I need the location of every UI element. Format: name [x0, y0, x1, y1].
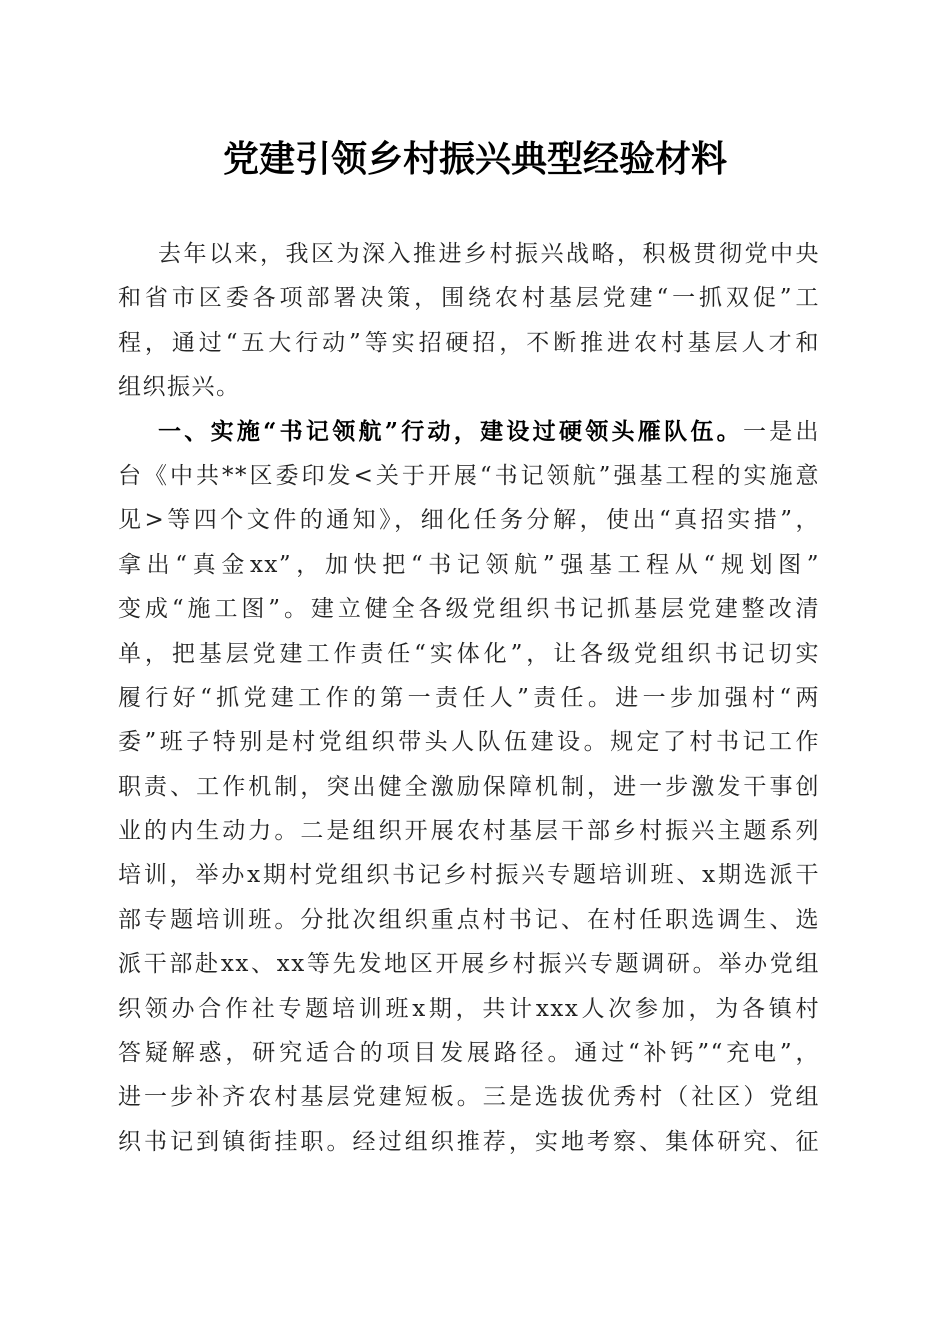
- text-line: 答疑解惑，研究适合的项目发展路径。通过“补钙”“充电”，: [118, 1040, 820, 1067]
- text-line: 组织振兴。: [118, 374, 241, 401]
- text-line: 变成“施工图”。建立健全各级党组织书记抓基层党建整改清: [118, 596, 820, 623]
- text-line: 程，通过“五大行动”等实招硬招，不断推进农村基层人才和: [118, 329, 820, 356]
- text-line: 单，把基层党建工作责任“实体化”，让各级党组织书记切实: [118, 640, 820, 667]
- section-heading: 一、实施“书记领航”行动，建设过硬领头雁队伍。: [158, 417, 743, 445]
- text-line: 履行好“抓党建工作的第一责任人”责任。进一步加强村“两: [118, 684, 820, 711]
- intro-paragraph: [118, 232, 820, 410]
- text-line: 职责、工作机制，突出健全激励保障机制，进一步激发干事创: [118, 773, 820, 800]
- document-title: 党建引领乡村振兴典型经验材料: [222, 138, 727, 180]
- text-line: 进一步补齐农村基层党建短板。三是选拔优秀村（社区）党组: [118, 1084, 820, 1111]
- text-line: 去年以来，我区为深入推进乡村振兴战略，积极贯彻党中央: [158, 241, 820, 267]
- text-line: 织书记到镇街挂职。经过组织推荐，实地考察、集体研究、征: [118, 1128, 820, 1155]
- section-1-paragraph: [118, 410, 820, 1165]
- text-line: 和省市区委各项部署决策，围绕农村基层党建“一抓双促”工: [118, 285, 820, 312]
- text-line: 委”班子特别是村党组织带头人队伍建设。规定了村书记工作: [118, 729, 820, 756]
- text-line: 部专题培训班。分批次组织重点村书记、在村任职选调生、选: [118, 906, 820, 933]
- document-body: [118, 232, 820, 1164]
- text-line: 拿出“真金xx”，加快把“书记领航”强基工程从“规划图”: [118, 551, 820, 578]
- text-line: 台《中共**区委印发<关于开展“书记领航”强基工程的实施意: [118, 462, 820, 489]
- text-line: 业的内生动力。二是组织开展农村基层干部乡村振兴主题系列: [118, 818, 820, 845]
- text-line: 培训，举办x期村党组织书记乡村振兴专题培训班、x期选派干: [118, 862, 820, 889]
- section-first-line: [118, 410, 820, 454]
- text-line: 见>等四个文件的通知》，细化任务分解，使出“真招实措”，: [118, 507, 820, 534]
- text-line: 织领办合作社专题培训班x期，共计xxx人次参加，为各镇村: [118, 995, 820, 1022]
- section-first-line-text: 一是出: [742, 418, 820, 445]
- text-line: 派干部赴xx、xx等先发地区开展乡村振兴专题调研。举办党组: [118, 951, 820, 978]
